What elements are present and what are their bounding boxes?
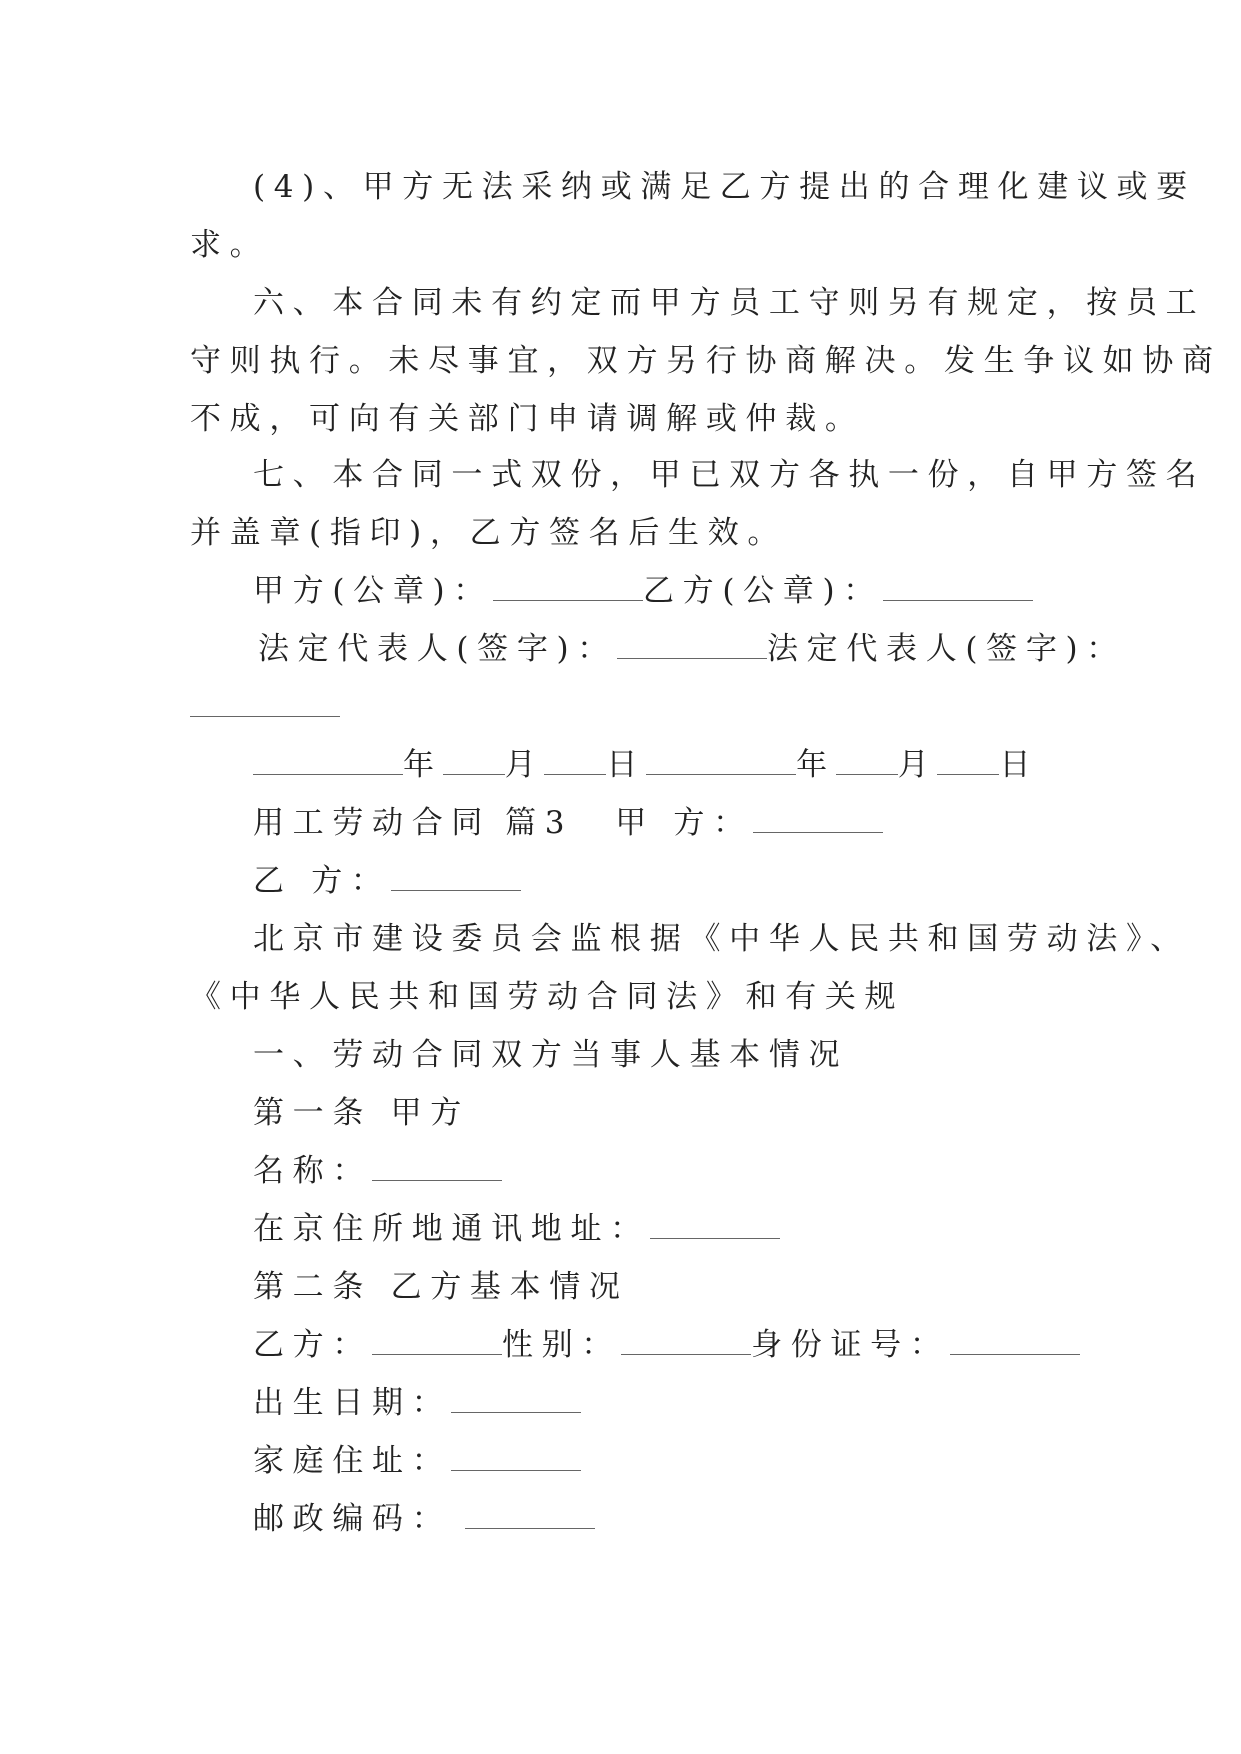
year-a-label: 年 bbox=[403, 747, 443, 783]
birth-date-line bbox=[253, 1385, 581, 1421]
article1-heading: 第一条 甲方 bbox=[253, 1095, 470, 1131]
name-line bbox=[253, 1153, 502, 1189]
day-b-blank bbox=[937, 772, 999, 775]
postal-code-label: 邮政编码： bbox=[253, 1501, 452, 1537]
para2-line1: 六、本合同未有约定而甲方员工守则另有规定，按员工 bbox=[253, 285, 1206, 321]
year-b-blank bbox=[646, 772, 796, 775]
contract3-party-b-blank bbox=[391, 888, 521, 891]
id-number-label: 身份证号： bbox=[751, 1327, 950, 1363]
year-b-label: 年 bbox=[796, 747, 836, 783]
basis-line2: 《中华人民共和国劳动合同法》和有关规 bbox=[190, 979, 905, 1015]
day-a-label: 日 bbox=[606, 747, 647, 783]
para1-line1: (4)、甲方无法采纳或满足乙方提出的合理化建议或要 bbox=[253, 169, 1196, 205]
home-address-line bbox=[253, 1443, 581, 1479]
para2-line3: 不成，可向有关部门申请调解或仲裁。 bbox=[190, 401, 865, 437]
rep-b-blank-line bbox=[190, 692, 340, 723]
month-a-label: 月 bbox=[504, 747, 545, 783]
date-line bbox=[253, 747, 1040, 783]
address-blank bbox=[650, 1236, 780, 1239]
month-a-blank bbox=[443, 772, 505, 775]
rep-a-label: 法定代表人(签字)： bbox=[258, 631, 617, 667]
month-b-label: 月 bbox=[897, 747, 938, 783]
contract3-party-a-label: 甲 方： bbox=[615, 805, 753, 841]
rep-a-blank bbox=[617, 656, 767, 659]
party-b-info-line bbox=[253, 1327, 1080, 1363]
party-b-label: 乙方： bbox=[253, 1327, 373, 1363]
day-b-label: 日 bbox=[999, 747, 1040, 783]
year-a-blank bbox=[253, 772, 403, 775]
party-b-seal-label: 乙方(公章)： bbox=[642, 573, 883, 609]
contract3-part: 篇3 bbox=[505, 805, 574, 841]
section1-heading: 一、劳动合同双方当事人基本情况 bbox=[253, 1037, 849, 1073]
month-b-blank bbox=[836, 772, 898, 775]
contract3-party-a-blank bbox=[753, 830, 883, 833]
home-address-label: 家庭住址： bbox=[253, 1443, 452, 1479]
rep-b-blank bbox=[190, 714, 340, 717]
name-blank bbox=[372, 1178, 502, 1181]
party-a-seal-label: 甲方(公章)： bbox=[253, 573, 493, 609]
contract3-party-b-line bbox=[253, 863, 521, 899]
contract3-title: 用工劳动合同 bbox=[253, 805, 492, 841]
para2-line2: 守则执行。未尽事宜，双方另行协商解决。发生争议如协商 bbox=[190, 343, 1222, 379]
article2-heading: 第二条 乙方基本情况 bbox=[253, 1269, 629, 1305]
name-label: 名称： bbox=[253, 1153, 373, 1189]
birth-date-label: 出生日期： bbox=[253, 1385, 452, 1421]
para3-line1: 七、本合同一式双份，甲已双方各执一份，自甲方签名 bbox=[253, 457, 1206, 493]
address-label: 在京住所地通讯地址： bbox=[253, 1211, 650, 1247]
gender-blank bbox=[621, 1352, 751, 1355]
para1-line2: 求。 bbox=[190, 227, 270, 263]
para3-line2: 并盖章(指印)，乙方签名后生效。 bbox=[190, 515, 788, 551]
party-a-seal-blank bbox=[493, 598, 643, 601]
birth-date-blank bbox=[451, 1410, 581, 1413]
contract3-heading-line bbox=[253, 805, 883, 841]
contract3-party-b-label: 乙 方： bbox=[253, 863, 391, 899]
postal-code-line bbox=[253, 1501, 595, 1537]
seal-line bbox=[253, 573, 1033, 609]
basis-line1: 北京市建设委员会监根据《中华人民共和国劳动法》、 bbox=[253, 921, 1190, 957]
party-b-seal-blank bbox=[883, 598, 1033, 601]
party-b-blank bbox=[372, 1352, 502, 1355]
rep-b-label: 法定代表人(签字)： bbox=[767, 631, 1126, 667]
id-number-blank bbox=[950, 1352, 1080, 1355]
day-a-blank bbox=[544, 772, 606, 775]
gender-label: 性别： bbox=[502, 1327, 622, 1363]
representative-line bbox=[258, 631, 1126, 667]
home-address-blank bbox=[451, 1468, 581, 1471]
postal-code-blank bbox=[465, 1526, 595, 1529]
address-line bbox=[253, 1211, 780, 1247]
